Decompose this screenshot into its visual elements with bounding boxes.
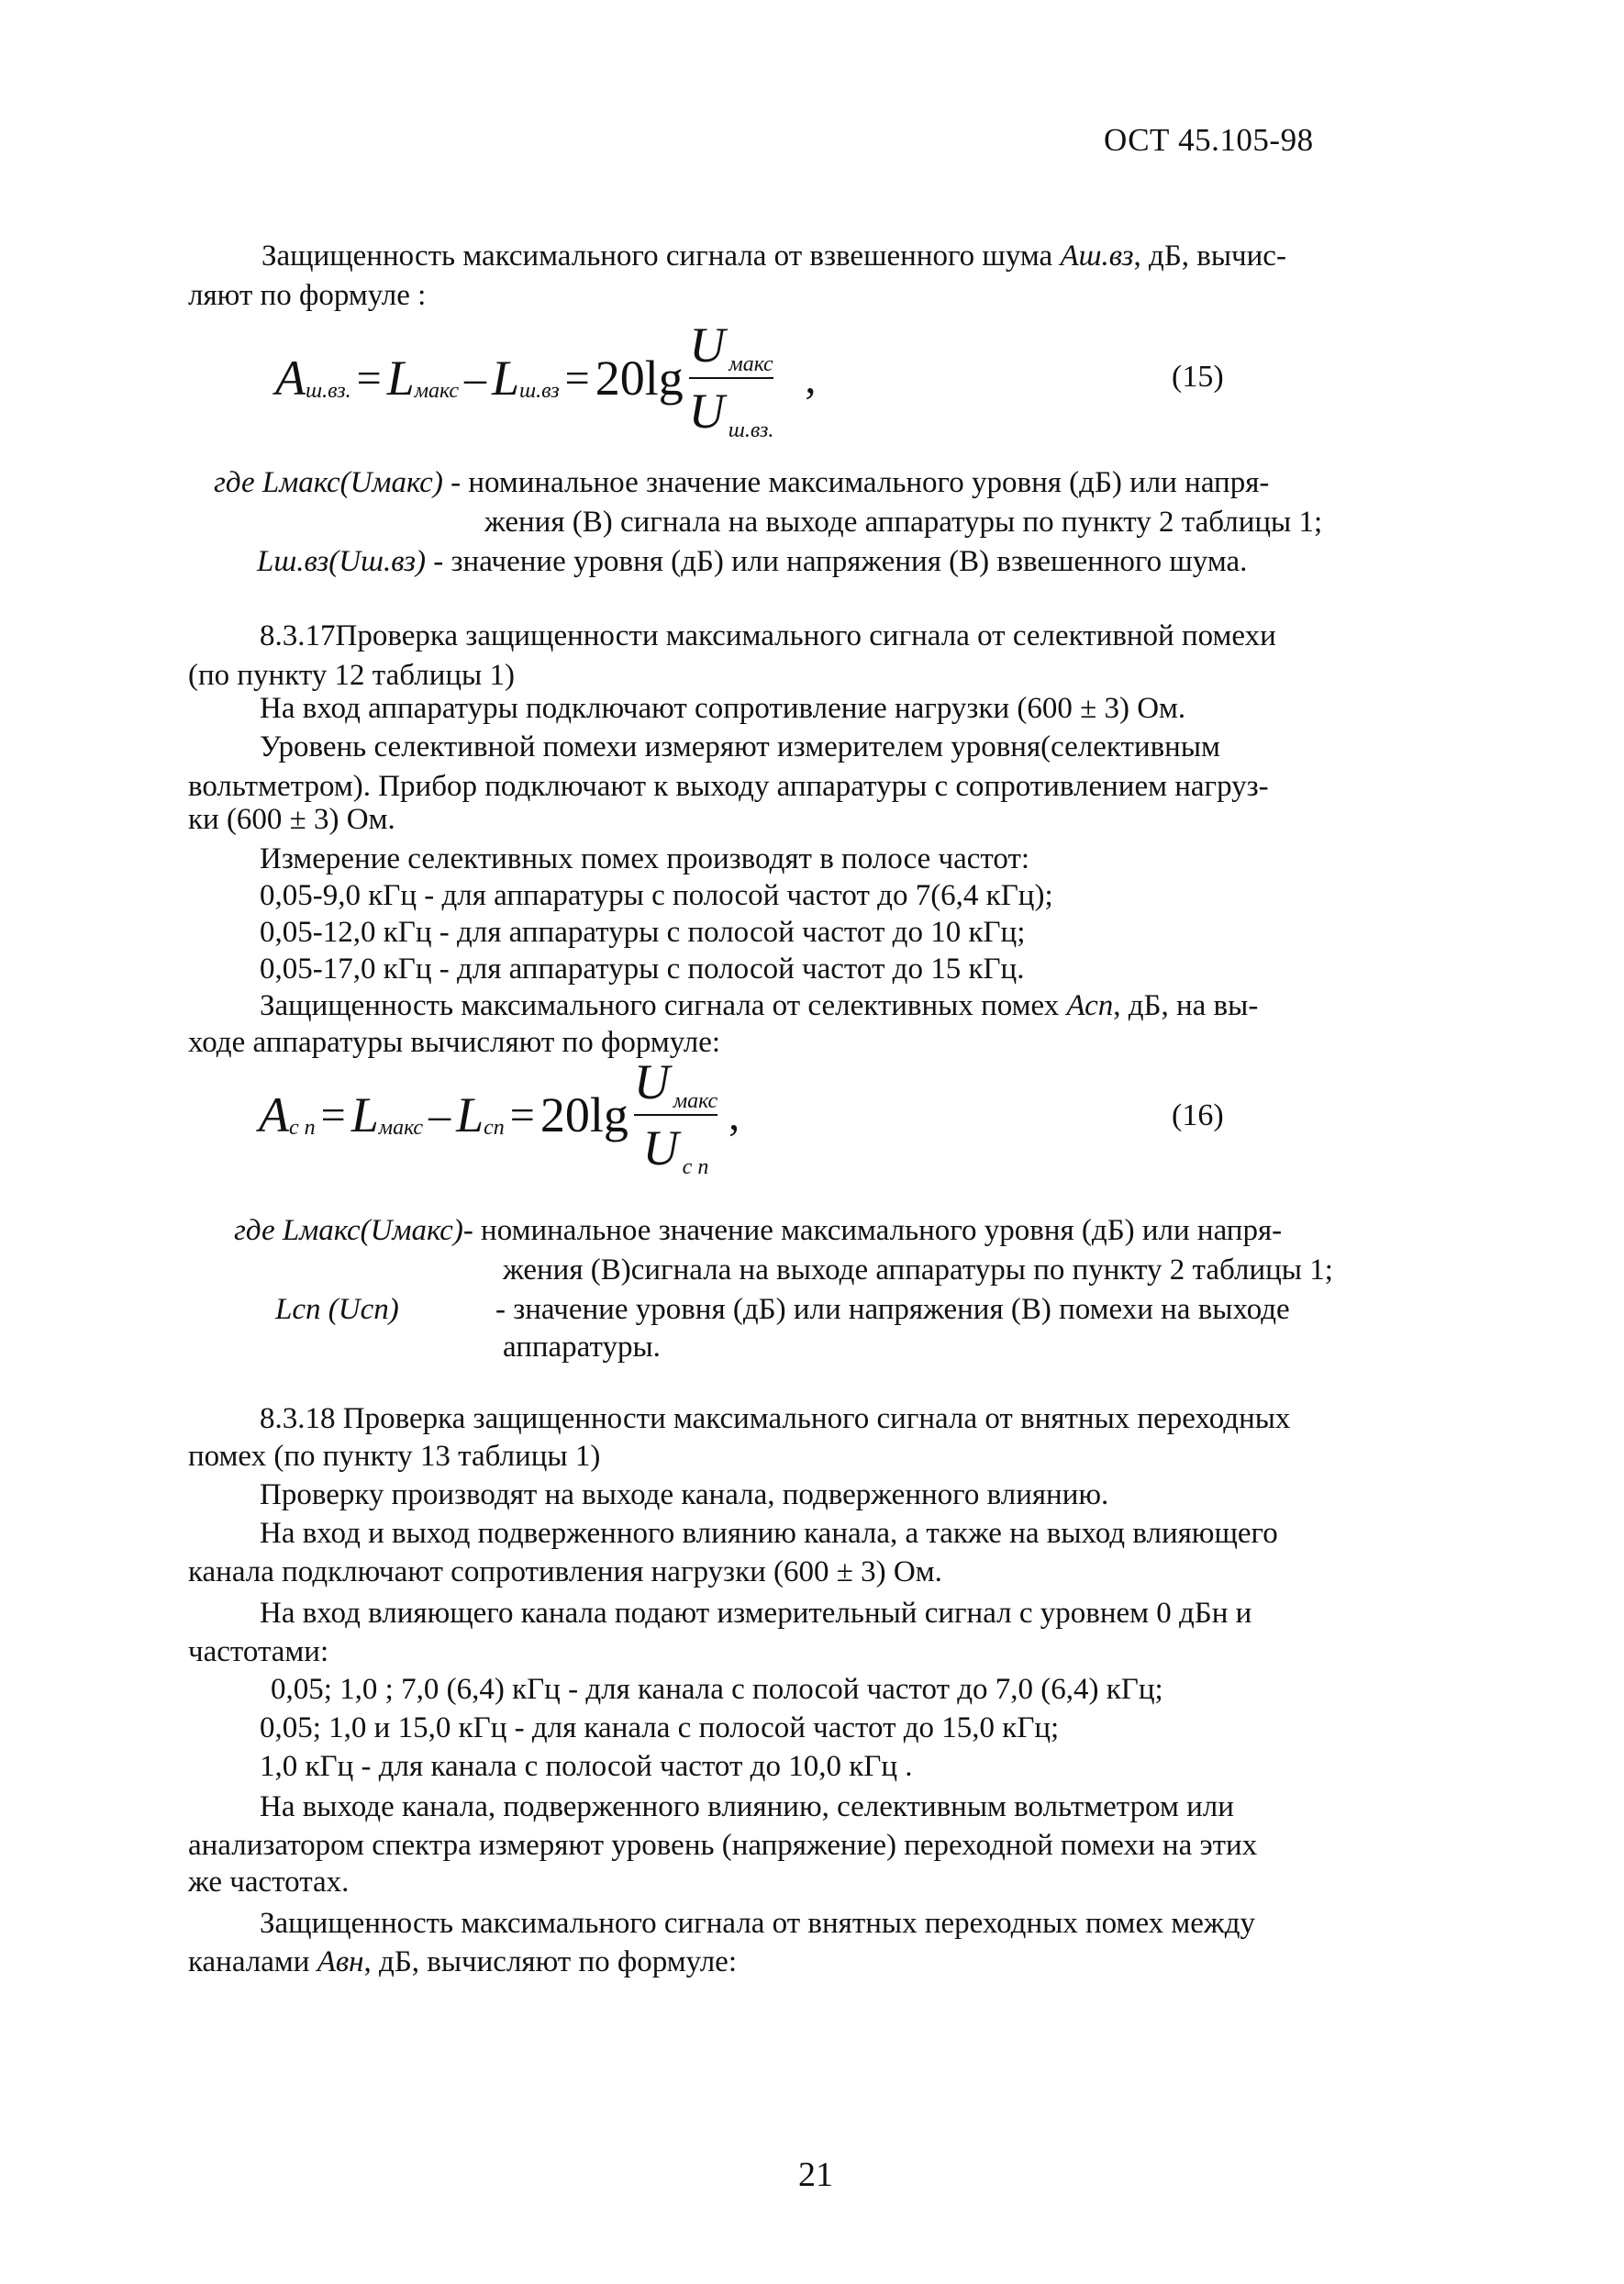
- page-number: 21: [798, 2156, 833, 2194]
- paragraph-check: Проверку производят на выходе канала, подверженного влиянию.: [260, 1478, 1109, 1511]
- paragraph-signal-line-1: На вход влияющего канала подают измерительный сигнал с уровнем 0 дБн и: [260, 1597, 1252, 1630]
- definition-lsp-text: - значение уровня (дБ) или напряжения (В) помехи на выходе: [495, 1293, 1290, 1326]
- symbol-a-sh-vz: Аш.вз: [1060, 240, 1134, 273]
- fraction-16: U макс U с п: [633, 1054, 718, 1179]
- section-8-3-17-title-line-2: (по пункту 12 таблицы 1): [188, 659, 515, 692]
- paragraph-avn-line-1: Защищенность максимального сигнала от внятных переходных помех между: [260, 1907, 1256, 1940]
- definition-lsp-cont: аппаратуры.: [503, 1331, 661, 1364]
- intro-paragraph-line-2: ляют по формуле :: [188, 279, 427, 312]
- paragraph-measurement: Измерение селективных помех производят в полосе частот:: [260, 842, 1030, 875]
- intro-paragraph-line-1: Защищенность максимального сигнала от взвешенного шума Аш.вз, дБ, вычис-: [261, 240, 1286, 273]
- definition-lsp-term: Lсп (Uсп): [275, 1293, 399, 1326]
- paragraph-output-line-3: же частотах.: [188, 1866, 350, 1899]
- paragraph-load-resistance: На вход аппаратуры подключают сопротивление нагрузки (600 ± 3) Ом.: [260, 692, 1186, 725]
- definition-lshvz: Lш.вз(Uш.вз) - значение уровня (дБ) или напряжения (В) взвешенного шума.: [257, 545, 1248, 578]
- formula-number-16: (16): [1172, 1098, 1224, 1132]
- paragraph-output-line-2: анализатором спектра измеряют уровень (напряжение) переходной помехи на этих: [188, 1829, 1258, 1862]
- section-8-3-18-title-line-2: помех (по пункту 13 таблицы 1): [188, 1440, 601, 1473]
- formula-16: A с п = L макс – L сп = 20lg U макс U с п ,: [259, 1054, 740, 1179]
- paragraph-asp-line-2: ходе аппаратуры вычисляют по формуле:: [188, 1026, 721, 1059]
- paragraph-level-line-3: ки (600 ± 3) Ом.: [188, 803, 395, 836]
- paragraph-input-output-line-1: На вход и выход подверженного влиянию канала, а также на выход влияющего: [260, 1517, 1278, 1550]
- definition-lmaks-15-cont: жения (В) сигнала на выходе аппаратуры по пункту 2 таблицы 1;: [484, 506, 1323, 539]
- list-item: 0,05-9,0 кГц - для аппаратуры с полосой частот до 7(6,4 кГц);: [260, 879, 1053, 912]
- list-item: 1,0 кГц - для канала с полосой частот до 10,0 кГц .: [260, 1750, 913, 1783]
- paragraph-avn-line-2: каналами Авн, дБ, вычисляют по формуле:: [188, 1945, 737, 1978]
- paragraph-signal-line-2: частотами:: [188, 1635, 329, 1668]
- list-item: 0,05-12,0 кГц - для аппаратуры с полосой частот до 10 кГц;: [260, 916, 1026, 949]
- list-item: 0,05; 1,0 ; 7,0 (6,4) кГц - для канала с полосой частот до 7,0 (6,4) кГц;: [271, 1673, 1163, 1706]
- definition-lmaks-16: где Lмакс(Uмакс)- номинальное значение максимального уровня (дБ) или напря-: [234, 1214, 1283, 1247]
- paragraph-asp-line-1: Защищенность максимального сигнала от селективных помех Асп, дБ, на вы-: [260, 989, 1259, 1022]
- list-item: 0,05-17,0 кГц - для аппаратуры с полосой частот до 15 кГц.: [260, 953, 1025, 986]
- fraction-15: U макс U ш.вз.: [688, 318, 774, 442]
- paragraph-output-line-1: На выходе канала, подверженного влиянию, селективным вольтметром или: [260, 1790, 1234, 1823]
- formula-15: A ш.вз. = L макс – L ш.вз = 20lg U макс U ш.вз. ,: [275, 318, 817, 442]
- paragraph-level-line-1: Уровень селективной помехи измеряют измерителем уровня(селективным: [260, 730, 1220, 763]
- section-8-3-18-title-line-1: 8.3.18 Проверка защищенности максимального сигнала от внятных переходных: [260, 1402, 1291, 1435]
- section-8-3-17-title-line-1: 8.3.17Проверка защищенности максимального сигнала от селективной помехи: [260, 619, 1276, 652]
- definition-lmaks-16-cont: жения (В)сигнала на выходе аппаратуры по пункту 2 таблицы 1;: [503, 1253, 1333, 1287]
- paragraph-input-output-line-2: канала подключают сопротивления нагрузки (600 ± 3) Ом.: [188, 1555, 942, 1588]
- document-code: ОСТ 45.105-98: [1104, 122, 1314, 158]
- list-item: 0,05; 1,0 и 15,0 кГц - для канала с полосой частот до 15,0 кГц;: [260, 1711, 1060, 1744]
- formula-number-15: (15): [1172, 360, 1224, 394]
- definition-lmaks-15: где Lмакс(Uмакс) - номинальное значение максимального уровня (дБ) или напря-: [214, 466, 1270, 499]
- paragraph-level-line-2: вольтметром). Прибор подключают к выходу аппаратуры с сопротивлением нагруз-: [188, 770, 1269, 803]
